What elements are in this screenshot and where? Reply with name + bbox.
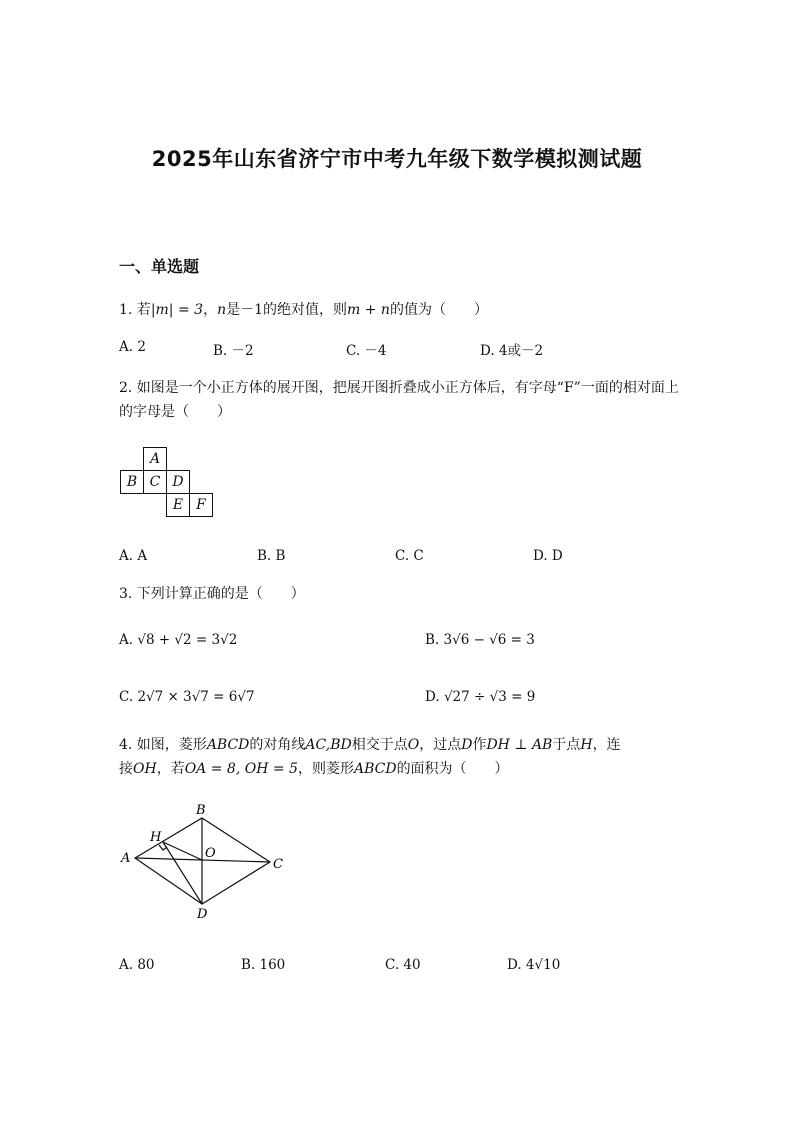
- page-title: 2025年山东省济宁市中考九年级下数学模拟测试题: [151, 147, 643, 171]
- q4-h: H: [580, 737, 593, 753]
- q4-o: O: [407, 737, 420, 753]
- q3-option-b[interactable]: [425, 632, 535, 648]
- q4-given: OA = 8, OH = 5: [184, 761, 298, 777]
- q2-options: [119, 548, 679, 568]
- q4-abcd: ABCD: [206, 737, 250, 753]
- question-2: 2. 如图是一个小正方体的展开图，把展开图折叠成小正方体后，有字母“F”一面的相对面上的字母是（ ）: [119, 380, 679, 420]
- q3-option-c[interactable]: [119, 689, 255, 705]
- q4-abcd: ABCD: [353, 761, 397, 777]
- q1-text-b: ，: [203, 302, 218, 318]
- q4-option-b[interactable]: B. 160: [241, 957, 286, 973]
- q4-option-d[interactable]: D. 4√10: [507, 957, 561, 973]
- net-cell-d: D: [167, 471, 190, 494]
- q4-options: [119, 957, 679, 977]
- q1-expr-mn: m + n: [347, 302, 390, 318]
- q4-option-c[interactable]: C. 40: [385, 957, 421, 973]
- q2-option-d[interactable]: D. D: [533, 548, 563, 564]
- net-cell-b: B: [121, 471, 144, 494]
- q1-options: [119, 339, 679, 359]
- q4-text: ，若: [156, 761, 185, 777]
- q4-d: D: [461, 737, 473, 753]
- q1-expr-m: |m| = 3: [150, 302, 204, 318]
- q1-option-a[interactable]: A. 2: [119, 339, 146, 355]
- q3-option-d[interactable]: [425, 689, 535, 705]
- q4-dh: DH ⊥ AB: [486, 737, 553, 753]
- net-cell-e: E: [167, 494, 190, 517]
- question-1: [119, 298, 488, 322]
- q3-option-c-label: C.: [119, 689, 134, 705]
- label-d: D: [197, 907, 208, 922]
- net-cell-f: F: [190, 494, 213, 517]
- q4-line-1: [119, 733, 679, 757]
- q4-text: 作: [472, 737, 487, 753]
- section-heading: 一、单选题: [119, 257, 200, 276]
- q3-options-row-2: [119, 689, 679, 709]
- q1-option-c[interactable]: C. －4: [346, 343, 387, 359]
- q3-option-d-label: D.: [425, 689, 440, 705]
- label-b: B: [196, 803, 206, 818]
- q4-text: 于点: [552, 737, 581, 753]
- q2-option-b[interactable]: B. B: [257, 548, 286, 564]
- q3-option-a-label: A.: [119, 632, 134, 648]
- net-cell-c: C: [144, 471, 167, 494]
- q1-text-d: 的值为（ ）: [389, 302, 488, 318]
- q3-option-d-expr: √27 ÷ √3 = 9: [443, 689, 536, 705]
- q1-text-c: 是－1的绝对值，则: [226, 302, 348, 318]
- q4-text: ，则菱形: [297, 761, 354, 777]
- label-a: A: [121, 851, 131, 866]
- q4-text: ，连: [592, 737, 621, 753]
- q4-text: 的对角线: [249, 737, 306, 753]
- q3-option-c-expr: 2√7 × 3√7 = 6√7: [137, 689, 255, 705]
- q3-option-b-expr: 3√6 − √6 = 3: [443, 632, 535, 648]
- q2-option-a[interactable]: A. A: [119, 548, 148, 564]
- q4-text: 的面积为（ ）: [396, 761, 509, 777]
- q3-option-a[interactable]: [119, 632, 237, 648]
- q4-text: ，过点: [419, 737, 462, 753]
- q1-var-n: n: [217, 302, 227, 318]
- q3-options-row-1: [119, 632, 679, 652]
- q4-option-a[interactable]: A. 80: [119, 957, 155, 973]
- q1-option-b[interactable]: B. －2: [213, 343, 254, 359]
- q4-text: 4. 如图，菱形: [119, 737, 207, 753]
- q2-option-c[interactable]: C. C: [395, 548, 424, 564]
- q4-text: 接: [119, 761, 133, 777]
- cube-net-figure: [120, 447, 213, 517]
- q4-oh: OH: [133, 761, 157, 777]
- label-o: O: [205, 846, 216, 861]
- net-cell-a: A: [144, 448, 167, 471]
- q4-line-2: [119, 757, 679, 781]
- q3-option-a-expr: √8 + √2 = 3√2: [137, 632, 238, 648]
- q1-text-a: 1. 若: [119, 302, 151, 318]
- q3-option-b-label: B.: [425, 632, 440, 648]
- label-c: C: [273, 857, 283, 872]
- question-3: 3. 下列计算正确的是（ ）: [119, 586, 305, 602]
- rhombus-figure: [115, 800, 295, 925]
- q4-text: 相交于点: [351, 737, 408, 753]
- q4-acbd: AC,BD: [305, 737, 352, 753]
- q1-option-d[interactable]: D. 4或－2: [480, 343, 544, 359]
- question-4: [119, 733, 679, 781]
- label-h: H: [150, 830, 162, 845]
